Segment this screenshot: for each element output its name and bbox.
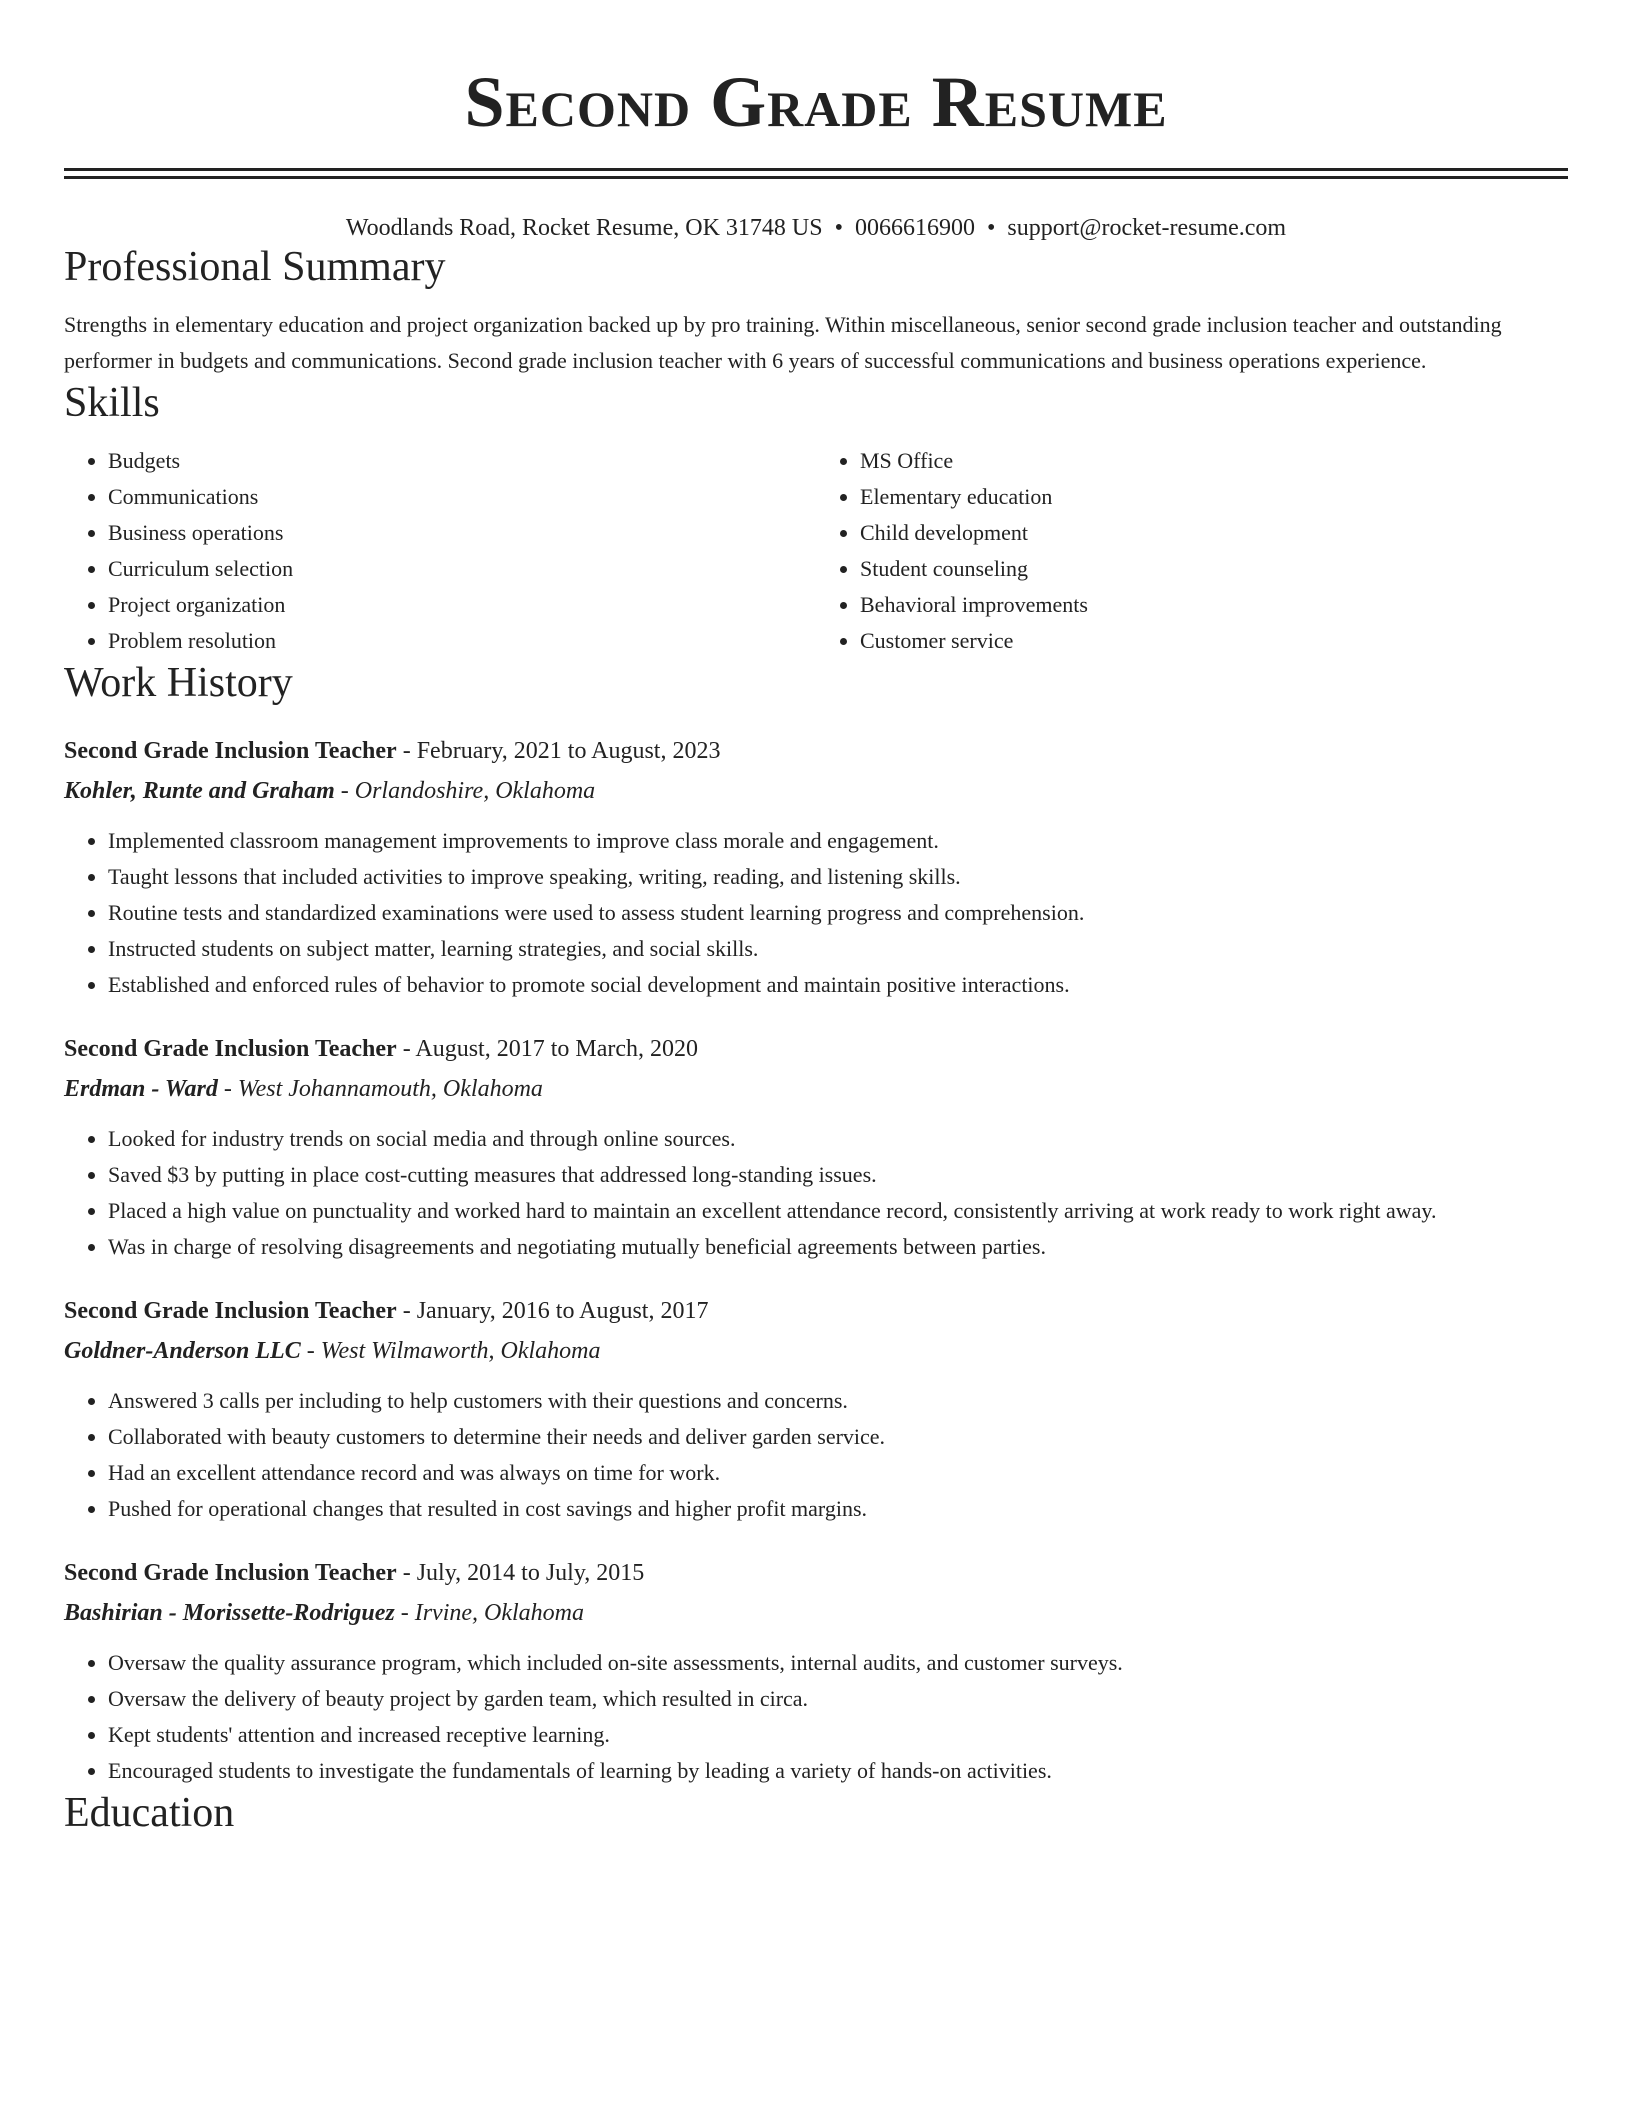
job-location: - West Wilmaworth, Oklahoma [300, 1338, 601, 1364]
skill-item: • Business operations [108, 515, 816, 551]
job-title-line [64, 1553, 1568, 1593]
job-bullet: • Pushed for operational changes that resulted in cost savings and higher profit margins. [108, 1491, 1568, 1527]
skill-item: • Communications [108, 479, 816, 515]
job-bullets [64, 1121, 1568, 1265]
title-double-rule [64, 168, 1568, 179]
job-title: Second Grade Inclusion Teacher [64, 1560, 397, 1586]
job-bullets [64, 1383, 1568, 1527]
job-dates: - January, 2016 to August, 2017 [396, 1298, 709, 1324]
job-bullet: • Had an excellent attendance record and was always on time for work. [108, 1455, 1568, 1491]
contact-address: Woodlands Road, Rocket Resume, OK 31748 US [345, 215, 823, 241]
job-entry [64, 731, 1568, 1003]
job-bullet: • Placed a high value on punctuality and worked hard to maintain an excellent attendance record, consistently arriving at work ready to work right away. [108, 1193, 1568, 1229]
job-bullet: • Routine tests and standardized examinations were used to assess student learning progress and comprehension. [108, 895, 1568, 931]
contact-separator: • [834, 215, 843, 241]
job-company: Bashirian - Morissette-Rodriguez [64, 1600, 395, 1626]
skill-item: • Elementary education [860, 479, 1568, 515]
job-location: - Orlandoshire, Oklahoma [334, 778, 596, 804]
job-bullet: • Established and enforced rules of behavior to promote social development and maintain positive interactions. [108, 967, 1568, 1003]
job-company-line [64, 1069, 1568, 1109]
job-bullet: • Was in charge of resolving disagreements and negotiating mutually beneficial agreements between parties. [108, 1229, 1568, 1265]
summary-text: Strengths in elementary education and project organization backed up by pro training. Within miscellaneous, senior second grade inclusion teacher and outstanding performer in budgets and communications. Second grade inclusion teacher with 6 years of successful communications and business operations experience. [64, 312, 1502, 373]
job-location: - Irvine, Oklahoma [394, 1600, 585, 1626]
job-company: Goldner-Anderson LLC [64, 1338, 301, 1364]
job-bullet: • Taught lessons that included activities to improve speaking, writing, reading, and listening skills. [108, 859, 1568, 895]
job-title-line [64, 1029, 1568, 1069]
job-bullet: • Instructed students on subject matter, learning strategies, and social skills. [108, 931, 1568, 967]
job-bullet: • Implemented classroom management improvements to improve class morale and engagement. [108, 823, 1568, 859]
job-entry [64, 1029, 1568, 1265]
job-dates: - February, 2021 to August, 2023 [396, 738, 721, 764]
contact-phone: 0066616900 [855, 215, 975, 241]
job-title: Second Grade Inclusion Teacher [64, 738, 397, 764]
job-company: Kohler, Runte and Graham [64, 778, 335, 804]
job-bullet: • Oversaw the quality assurance program, which included on-site assessments, internal audits, and customer surveys. [108, 1645, 1568, 1681]
job-title: Second Grade Inclusion Teacher [64, 1036, 397, 1062]
job-title-line [64, 731, 1568, 771]
job-dates: - July, 2014 to July, 2015 [396, 1560, 645, 1586]
job-bullet: • Kept students' attention and increased receptive learning. [108, 1717, 1568, 1753]
job-bullets [64, 1645, 1568, 1789]
section-heading-education: Education [64, 1790, 235, 1836]
job-entry [64, 1553, 1568, 1789]
job-dates: - August, 2017 to March, 2020 [396, 1036, 699, 1062]
job-bullet: • Saved $3 by putting in place cost-cutting measures that addressed long-standing issues. [108, 1157, 1568, 1193]
job-bullet: • Oversaw the delivery of beauty project by garden team, which resulted in circa. [108, 1681, 1568, 1717]
job-entry [64, 1291, 1568, 1527]
skill-item: • Student counseling [860, 551, 1568, 587]
section-heading-work-history: Work History [64, 660, 293, 706]
job-title: Second Grade Inclusion Teacher [64, 1298, 397, 1324]
contact-email: support@rocket-resume.com [1007, 215, 1287, 241]
skill-item: • Budgets [108, 443, 816, 479]
contact-line [64, 213, 1568, 243]
skill-item: • MS Office [860, 443, 1568, 479]
skill-item: • Child development [860, 515, 1568, 551]
skill-item: • Problem resolution [108, 623, 816, 659]
job-company: Erdman - Ward [64, 1076, 218, 1102]
section-heading-summary: Professional Summary [64, 244, 446, 290]
job-bullets [64, 823, 1568, 1003]
job-bullet: • Encouraged students to investigate the fundamentals of learning by leading a variety of hands-on activities. [108, 1753, 1568, 1789]
job-bullet: • Looked for industry trends on social media and through online sources. [108, 1121, 1568, 1157]
skill-item: • Customer service [860, 623, 1568, 659]
skill-item: • Project organization [108, 587, 816, 623]
job-title-line [64, 1291, 1568, 1331]
job-company-line [64, 1331, 1568, 1371]
skill-item: • Behavioral improvements [860, 587, 1568, 623]
job-company-line [64, 1593, 1568, 1633]
skills-list-left [64, 443, 816, 659]
resume-title: Second Grade Resume [464, 62, 1168, 142]
contact-separator: • [987, 215, 996, 241]
job-company-line [64, 771, 1568, 811]
skills-list-right [816, 443, 1568, 659]
section-heading-skills: Skills [64, 380, 160, 426]
skills-columns [64, 443, 1568, 659]
job-bullet: • Answered 3 calls per including to help customers with their questions and concerns. [108, 1383, 1568, 1419]
skill-item: • Curriculum selection [108, 551, 816, 587]
job-bullet: • Collaborated with beauty customers to determine their needs and deliver garden service. [108, 1419, 1568, 1455]
job-location: - West Johannamouth, Oklahoma [217, 1076, 543, 1102]
